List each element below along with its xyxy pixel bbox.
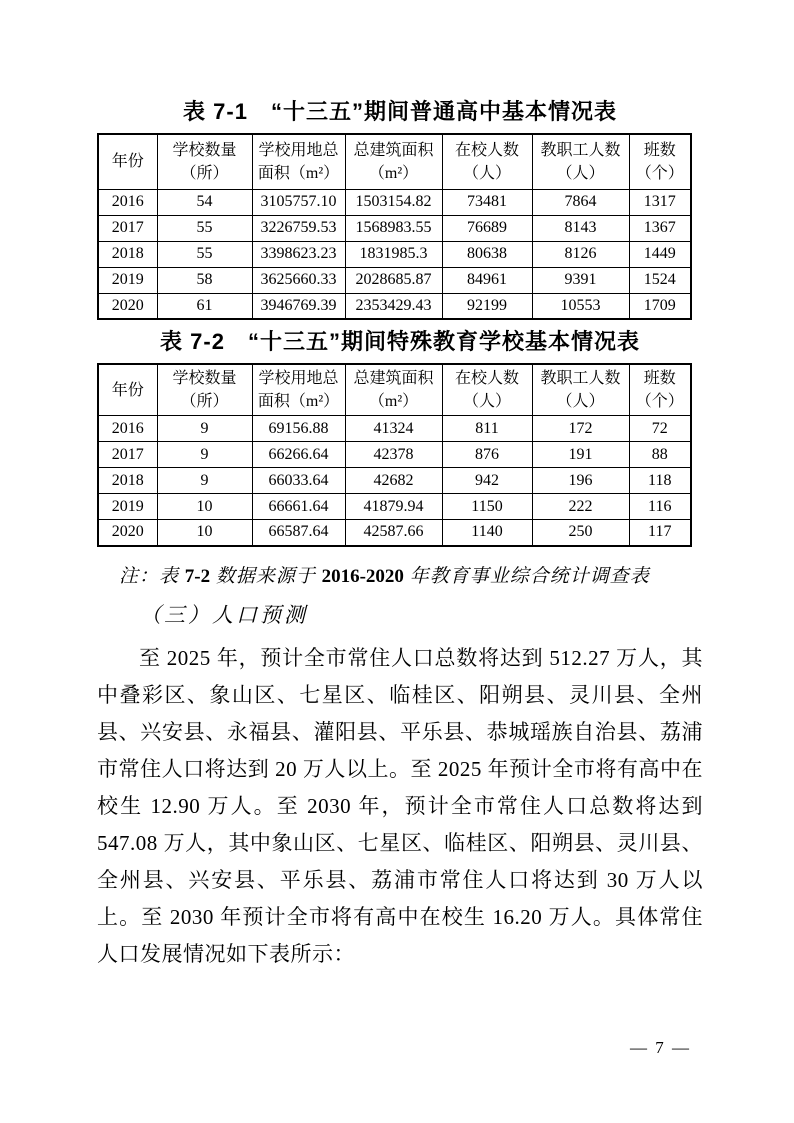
table-cell: 196 <box>532 468 629 494</box>
column-header: 年份 <box>98 134 157 189</box>
table-cell: 117 <box>629 520 691 546</box>
table-cell: 2019 <box>98 494 157 520</box>
table-cell: 2018 <box>98 468 157 494</box>
table-row <box>98 520 691 546</box>
table-7-2-title: 表 7-2 “十三五”期间特殊教育学校基本情况表 <box>160 329 640 354</box>
table-cell: 58 <box>157 267 252 293</box>
table-cell: 2018 <box>98 241 157 267</box>
table-cell: 2017 <box>98 215 157 241</box>
table-cell: 191 <box>532 442 629 468</box>
table-cell: 3105757.10 <box>252 189 345 215</box>
table-cell: 2020 <box>98 520 157 546</box>
table-cell: 1831985.3 <box>345 241 442 267</box>
table-cell: 42378 <box>345 442 442 468</box>
table-cell: 41879.94 <box>345 494 442 520</box>
table-cell: 76689 <box>442 215 532 241</box>
table-cell: 42682 <box>345 468 442 494</box>
table-cell: 1503154.82 <box>345 189 442 215</box>
column-header: 在校人数 （人） <box>442 134 532 189</box>
body-paragraph: 至 2025 年，预计全市常住人口总数将达到 512.27 万人，其中叠彩区、象山区、七星区、临桂区、阳朔县、灵川县、全州县、兴安县、永福县、灌阳县、平乐县、恭城瑶族自治县、荔浦市常住人口将达到 20 万人以上。至 2025 年预计全市将有高中在校生 12.90 万人。至 2030 年，预计全市常住人口总数将达到 547.08 万人，其中象山区、七星区、临桂区、阳朔县、灵川县、全州县、兴安县、平乐县、荔浦市常住人口将达到 30 万人以上。至 2030 年预计全市将有高中在校生 16.20 万人。具体常住人口发展情况如下表所示： <box>97 645 703 966</box>
table-row <box>98 416 691 442</box>
note-text: 数据来源于 <box>210 565 322 587</box>
table-row <box>98 442 691 468</box>
table-cell: 3226759.53 <box>252 215 345 241</box>
table-cell: 61 <box>157 293 252 319</box>
table-7-2 <box>97 363 692 547</box>
table-cell: 3398623.23 <box>252 241 345 267</box>
table-cell: 1709 <box>629 293 691 319</box>
table-cell: 41324 <box>345 416 442 442</box>
table-cell: 9 <box>157 416 252 442</box>
table-cell: 84961 <box>442 267 532 293</box>
column-header: 班数 （个） <box>629 134 691 189</box>
table-cell: 8143 <box>532 215 629 241</box>
table-cell: 10 <box>157 494 252 520</box>
table-cell: 92199 <box>442 293 532 319</box>
table-cell: 1449 <box>629 241 691 267</box>
column-header: 学校数量 （所） <box>157 134 252 189</box>
table-cell: 2017 <box>98 442 157 468</box>
table-row <box>98 189 691 215</box>
table-cell: 73481 <box>442 189 532 215</box>
note-text: 年教育事业综合统计调查表 <box>403 565 650 587</box>
table-7-2-body <box>98 416 691 546</box>
table-cell: 811 <box>442 416 532 442</box>
note-table-ref: 7-2 <box>184 565 211 587</box>
table-cell: 1367 <box>629 215 691 241</box>
column-header: 教职工人数 （人） <box>532 134 629 189</box>
table-cell: 1568983.55 <box>345 215 442 241</box>
table-7-1 <box>97 133 692 320</box>
table-note <box>119 561 703 588</box>
column-header: 班数 （个） <box>629 364 691 416</box>
table-cell: 876 <box>442 442 532 468</box>
column-header: 总建筑面积 （m²） <box>345 134 442 189</box>
table-cell: 222 <box>532 494 629 520</box>
table-cell: 9391 <box>532 267 629 293</box>
table-7-1-title: 表 7-1 “十三五”期间普通高中基本情况表 <box>183 99 617 124</box>
column-header: 学校用地总 面积（m²） <box>252 134 345 189</box>
table-cell: 1524 <box>629 267 691 293</box>
table-cell: 250 <box>532 520 629 546</box>
table-cell: 55 <box>157 241 252 267</box>
table-cell: 66661.64 <box>252 494 345 520</box>
table-cell: 7864 <box>532 189 629 215</box>
header-row <box>98 364 691 416</box>
column-header: 在校人数 （人） <box>442 364 532 416</box>
table-cell: 2028685.87 <box>345 267 442 293</box>
table-cell: 1150 <box>442 494 532 520</box>
column-header: 总建筑面积 （m²） <box>345 364 442 416</box>
table-cell: 10 <box>157 520 252 546</box>
table-row <box>98 494 691 520</box>
table-cell: 172 <box>532 416 629 442</box>
table-cell: 66266.64 <box>252 442 345 468</box>
table-cell: 2016 <box>98 416 157 442</box>
header-row <box>98 134 691 189</box>
table-cell: 69156.88 <box>252 416 345 442</box>
section-heading-population-forecast: （三）人口预测 <box>140 602 308 627</box>
table-7-2-header <box>98 364 691 416</box>
table-cell: 2019 <box>98 267 157 293</box>
table-cell: 2020 <box>98 293 157 319</box>
table-cell: 3946769.39 <box>252 293 345 319</box>
table-row <box>98 267 691 293</box>
table-row <box>98 241 691 267</box>
table-cell: 72 <box>629 416 691 442</box>
table-cell: 1140 <box>442 520 532 546</box>
table-cell: 10553 <box>532 293 629 319</box>
table-cell: 9 <box>157 442 252 468</box>
table-row <box>98 215 691 241</box>
column-header: 教职工人数 （人） <box>532 364 629 416</box>
table-cell: 42587.66 <box>345 520 442 546</box>
table-row <box>98 468 691 494</box>
note-text: 注：表 <box>119 565 185 587</box>
table-cell: 1317 <box>629 189 691 215</box>
table-cell: 942 <box>442 468 532 494</box>
page-number: — 7 — <box>630 1038 691 1057</box>
table-cell: 2016 <box>98 189 157 215</box>
table-cell: 66587.64 <box>252 520 345 546</box>
column-header: 学校用地总 面积（m²） <box>252 364 345 416</box>
table-cell: 80638 <box>442 241 532 267</box>
table-cell: 54 <box>157 189 252 215</box>
table-cell: 3625660.33 <box>252 267 345 293</box>
table-cell: 55 <box>157 215 252 241</box>
note-year-range: 2016-2020 <box>321 565 404 587</box>
table-cell: 8126 <box>532 241 629 267</box>
table-cell: 9 <box>157 468 252 494</box>
table-cell: 116 <box>629 494 691 520</box>
table-7-1-header <box>98 134 691 189</box>
table-row <box>98 293 691 319</box>
table-cell: 118 <box>629 468 691 494</box>
column-header: 年份 <box>98 364 157 416</box>
table-cell: 88 <box>629 442 691 468</box>
table-7-1-body <box>98 189 691 319</box>
table-cell: 66033.64 <box>252 468 345 494</box>
column-header: 学校数量 （所） <box>157 364 252 416</box>
table-cell: 2353429.43 <box>345 293 442 319</box>
